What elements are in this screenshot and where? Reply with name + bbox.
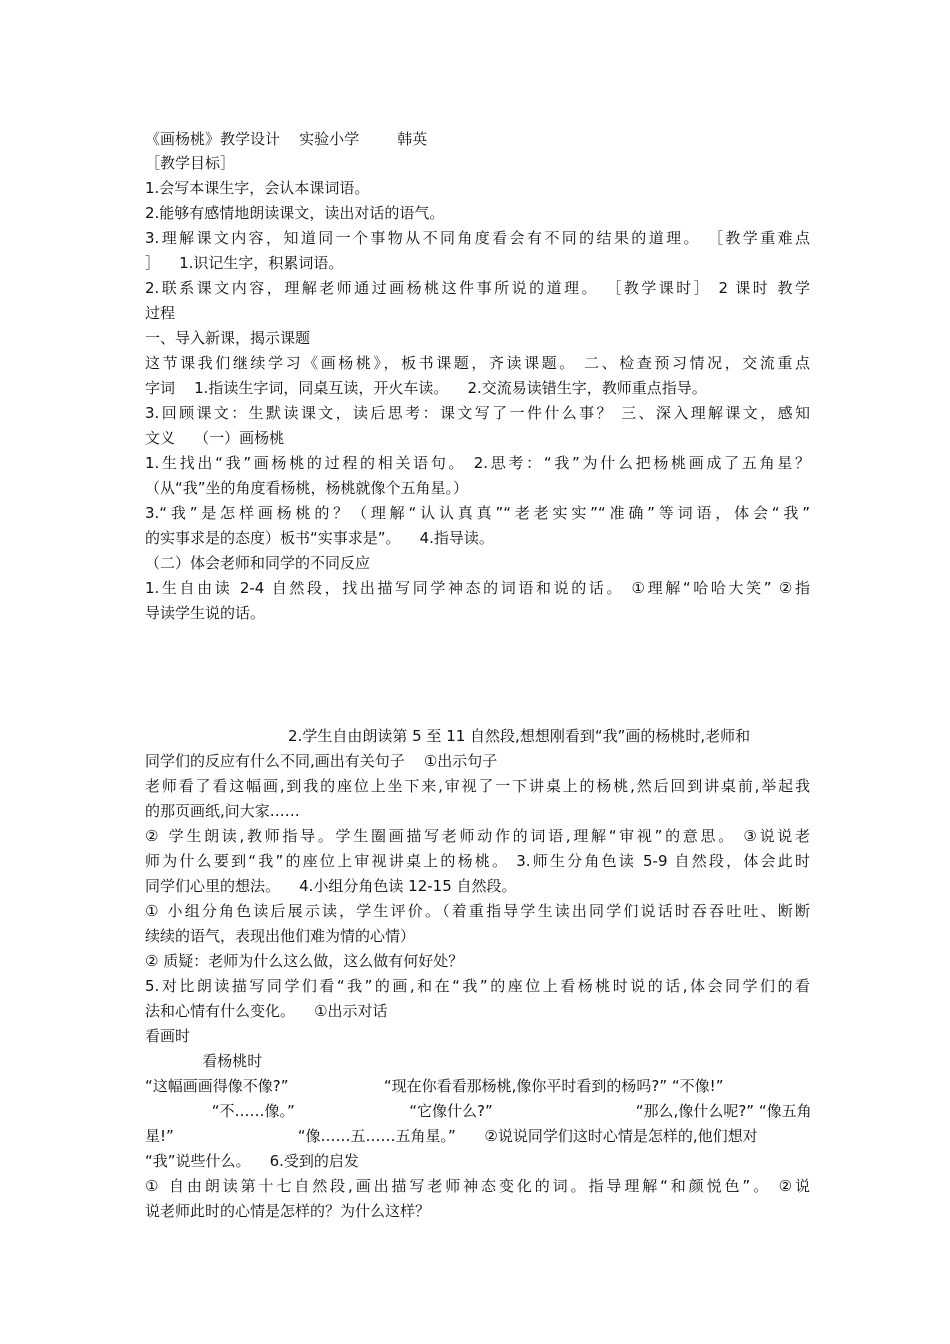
text-line: 1.生自由读 2-4 自然段，找出描写同学神态的词语和说的话。 ①理解“哈哈大笑” ②指 xyxy=(145,579,810,597)
text-line: 这节课我们继续学习《画杨桃》，板书课题，齐读课题。 二、检查预习情况，交流重点 xyxy=(145,354,810,372)
text-line: 续续的语气，表现出他们难为情的心情） xyxy=(145,927,416,945)
text-line: “我”说些什么。 6.受到的启发 xyxy=(145,1152,359,1170)
text-line: 的那页画纸,问大家…… xyxy=(145,802,300,820)
text-line: 3.理解课文内容，知道同一个事物从不同角度看会有不同的结果的道理。 ［教学重难点 xyxy=(145,229,810,247)
text-line: 的实事求是的态度）板书“实事求是”。 4.指导读。 xyxy=(145,529,494,547)
text-line: 1.会写本课生字，会认本课词语。 xyxy=(145,179,370,197)
text-line: “不……像。” “它像什么?” “那么,像什么呢?” “像五角 xyxy=(145,1102,812,1120)
text-line: 师为什么要到“我”的座位上审视讲桌上的杨桃。 3.师生分角色读 5-9 自然段，体会此时 xyxy=(145,852,810,870)
text-line: 星!” “像……五……五角星。” ②说说同学们这时心情是怎样的,他们想对 xyxy=(145,1127,758,1145)
text-line: 字词 1.指读生字词，同桌互读，开火车读。 2.交流易读错生字，教师重点指导。 xyxy=(145,379,707,397)
text-line: （二）体会老师和同学的不同反应 xyxy=(145,554,371,572)
text-line: 同学们心里的想法。 4.小组分角色读 12-15 自然段。 xyxy=(145,877,517,895)
text-line: 文义 （一）画杨桃 xyxy=(145,429,285,447)
text-line: “这幅画画得像不像?” “现在你看看那杨桃,像你平时看到的杨吗?” “不像!” xyxy=(145,1077,724,1095)
section-heading: ［教学目标］ xyxy=(145,154,236,172)
text-line: 2.联系课文内容，理解老师通过画杨桃这件事所说的道理。 ［教学课时］ 2 课时 教学 xyxy=(145,279,810,297)
text-line: 一、导入新课，揭示课题 xyxy=(145,329,311,347)
text-line: 2.能够有感情地朗读课文，读出对话的语气。 xyxy=(145,204,445,222)
text-line: 说老师此时的心情是怎样的？为什么这样？ xyxy=(145,1202,431,1220)
text-line: 过程 xyxy=(145,304,176,322)
text-line: （从“我”坐的角度看杨桃，杨桃就像个五角星。） xyxy=(145,479,469,497)
doc-title-line: 《画杨桃》教学设计 实验小学 韩英 xyxy=(145,130,428,148)
text-line: 法和心情有什么变化。 ①出示对话 xyxy=(145,1002,388,1020)
text-line: ① 自由朗读第十七自然段,画出描写老师神态变化的词。指导理解“和颜悦色”。 ②说 xyxy=(145,1177,810,1195)
text-line: 导读学生说的话。 xyxy=(145,604,266,622)
text-line: 2.学生自由朗读第 5 至 11 自然段,想想刚看到“我”画的杨桃时,老师和 xyxy=(145,727,751,745)
text-line: 5.对比朗读描写同学们看“我”的画,和在“我”的座位上看杨桃时说的话,体会同学们的看 xyxy=(145,977,810,995)
text-line: ② 学生朗读,教师指导。学生圈画描写老师动作的词语,理解“审视”的意思。 ③说说老 xyxy=(145,827,810,845)
text-line: 1.生找出“我”画杨桃的过程的相关语句。 2.思考：“我”为什么把杨桃画成了五角星？ xyxy=(145,454,810,472)
text-line: ② 质疑：老师为什么这么做，这么做有何好处？ xyxy=(145,952,464,970)
text-line: 老师看了看这幅画,到我的座位上坐下来,审视了一下讲桌上的杨桃,然后回到讲桌前,举起我 xyxy=(145,777,810,795)
text-line: 同学们的反应有什么不同,画出有关句子 ①出示句子 xyxy=(145,752,498,770)
text-line: ① 小组分角色读后展示读，学生评价。（着重指导学生读出同学们说话时吞吞吐吐、断断 xyxy=(145,902,810,920)
text-line: 看杨桃时 xyxy=(145,1052,263,1070)
text-line: 看画时 xyxy=(145,1027,191,1045)
text-line: 3.回顾课文：生默读课文，读后思考：课文写了一件什么事？ 三、深入理解课文，感知 xyxy=(145,404,810,422)
text-line: 3.“我”是怎样画杨桃的？（理解“认认真真”“老老实实”“准确”等词语，体会“我” xyxy=(145,504,810,522)
text-line: ］ 1.识记生字，积累词语。 xyxy=(145,254,344,272)
